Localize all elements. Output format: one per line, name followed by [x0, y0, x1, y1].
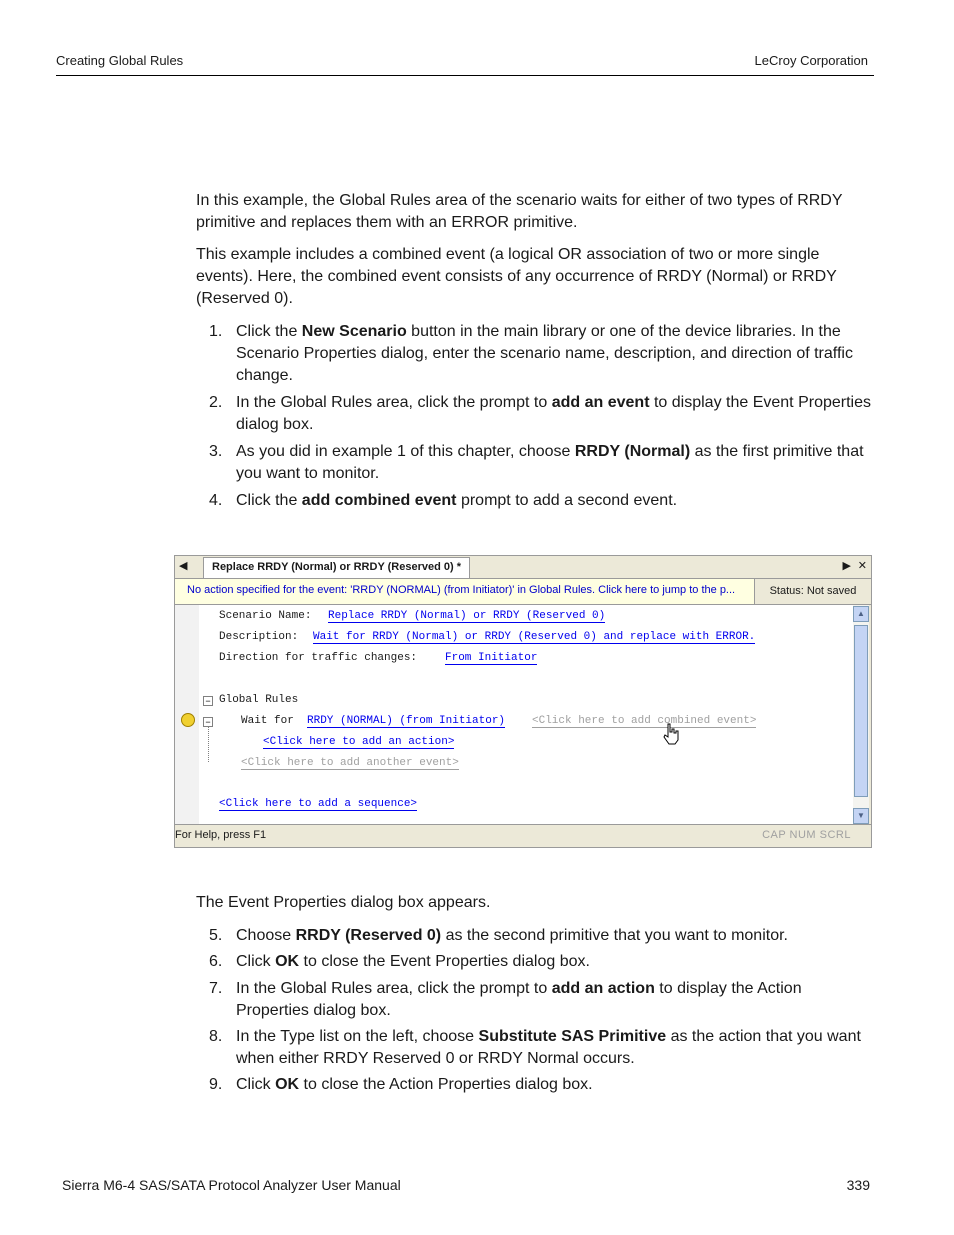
steps-list-a	[196, 321, 876, 512]
vertical-scrollbar[interactable]	[853, 605, 869, 825]
step-bold: RRDY (Normal)	[574, 443, 691, 460]
add-action-prompt[interactable]: <Click here to add an action>	[263, 736, 455, 748]
step-text: In the Global Rules area, click the prompt to	[236, 394, 552, 411]
collapse-global-rules-icon[interactable]: −	[203, 696, 213, 706]
step-number: 1.	[209, 323, 223, 340]
footer-title: Sierra M6-4 SAS/SATA Protocol Analyzer User Manual	[62, 1177, 401, 1193]
after-text: The Event Properties dialog box appears.	[196, 894, 491, 911]
scenario-editor-window	[174, 555, 872, 848]
step-bold: OK	[275, 1076, 300, 1093]
scroll-thumb[interactable]	[854, 625, 868, 797]
add-another-event-prompt[interactable]: <Click here to add another event>	[241, 757, 459, 769]
running-header-title: Creating Global Rules	[56, 53, 184, 68]
step-item	[196, 1074, 876, 1096]
step-text: as the first primitive that you want to monitor.	[236, 443, 864, 482]
intro-paragraph-2: This example includes a combined event (a logical OR association of two or more single events). Here, the combined event consists of any occurrence of RRDY (Normal) or RRDY (Reserved 0).	[196, 246, 837, 307]
step-item	[196, 441, 876, 485]
step-text: In the Type list on the left, choose	[236, 1028, 479, 1045]
help-hint: For Help, press F1	[175, 829, 267, 841]
running-header-company: LeCroy Corporation	[754, 53, 868, 68]
step-text: Click the	[236, 323, 302, 340]
step-item	[196, 490, 876, 512]
intro-paragraph-1: In this example, the Global Rules area of the scenario waits for either of two types of RRDY primitive and replaces them with an ERROR primitive.	[196, 192, 843, 231]
step-text: Click	[236, 953, 276, 970]
steps-list-b	[196, 925, 876, 1096]
hand-cursor-icon	[663, 723, 679, 745]
add-combined-event-prompt[interactable]: <Click here to add combined event>	[532, 715, 757, 727]
tree-connector	[208, 727, 209, 762]
key-indicators: CAP NUM SCRL	[762, 829, 851, 841]
warning-message[interactable]: No action specified for the event: 'RRDY (NORMAL) (from Initiator)' in Global Rules. Click here to jump to the p...	[187, 584, 736, 596]
collapse-event-icon[interactable]: −	[203, 717, 213, 727]
step-item	[196, 978, 876, 1022]
step-text: to close the Event Properties dialog box.	[299, 953, 590, 970]
step-text: to display the Action Properties dialog box.	[236, 980, 802, 1019]
step-item	[196, 392, 876, 436]
tab-scroll-right-icon[interactable]: ▶	[842, 560, 851, 572]
wait-event-link[interactable]: RRDY (NORMAL) (from Initiator)	[307, 715, 506, 727]
step-text: to display the Event Properties dialog box.	[236, 394, 871, 433]
step-text: Choose	[236, 927, 296, 944]
tab-scroll-left-icon[interactable]: ◀	[179, 560, 188, 572]
close-icon[interactable]: ✕	[857, 560, 867, 572]
step-text: In the Global Rules area, click the prompt to	[236, 980, 552, 997]
message-bar[interactable]	[175, 579, 871, 605]
add-sequence-prompt[interactable]: <Click here to add a sequence>	[219, 798, 418, 810]
header-rule	[56, 75, 874, 76]
step-bold: Substitute SAS Primitive	[478, 1028, 667, 1045]
warning-bulb-icon	[181, 713, 195, 727]
step-text: as the action that you want when either RRDY Reserved 0 or RRDY Normal occurs.	[236, 1028, 861, 1067]
step-number: 5.	[209, 927, 223, 944]
step-item	[196, 321, 876, 387]
step-number: 8.	[209, 1028, 223, 1045]
scenario-name-label: Scenario Name:	[219, 610, 312, 622]
step-bold: OK	[275, 953, 300, 970]
step-text: prompt to add a second event.	[456, 492, 678, 509]
status-bar	[175, 824, 871, 847]
scenario-editor[interactable]	[175, 605, 853, 825]
step-item	[196, 925, 876, 947]
scroll-up-icon[interactable]: ▲	[853, 606, 869, 622]
step-bold: New Scenario	[301, 323, 407, 340]
status-indicator: Status: Not saved	[754, 579, 871, 604]
step-item	[196, 951, 876, 973]
step-number: 2.	[209, 394, 223, 411]
tab-bar	[175, 556, 871, 579]
description-label: Description:	[219, 631, 299, 643]
step-text: Click the	[236, 492, 302, 509]
step-text: As you did in example 1 of this chapter, choose	[236, 443, 575, 460]
step-number: 3.	[209, 443, 223, 460]
step-bold: add an action	[551, 980, 655, 997]
scroll-down-icon[interactable]: ▼	[853, 808, 869, 824]
step-text: to close the Action Properties dialog box.	[299, 1076, 593, 1093]
step-bold: add combined event	[301, 492, 457, 509]
global-rules-label: Global Rules	[219, 694, 299, 706]
step-bold: add an event	[551, 394, 650, 411]
direction-link[interactable]: From Initiator	[445, 652, 538, 664]
step-item	[196, 1026, 876, 1070]
wait-for-label: Wait for	[241, 715, 294, 727]
step-number: 9.	[209, 1076, 223, 1093]
tab-scenario[interactable]: Replace RRDY (Normal) or RRDY (Reserved 0) *	[203, 557, 470, 578]
step-number: 7.	[209, 980, 223, 997]
description-link[interactable]: Wait for RRDY (Normal) or RRDY (Reserved 0) and replace with ERROR.	[313, 631, 756, 643]
step-number: 4.	[209, 492, 223, 509]
step-bold: RRDY (Reserved 0)	[295, 927, 442, 944]
page-number: 339	[846, 1177, 870, 1193]
direction-label: Direction for traffic changes:	[219, 652, 418, 664]
scenario-name-link[interactable]: Replace RRDY (Normal) or RRDY (Reserved 0)	[328, 610, 606, 622]
step-text: as the second primitive that you want to monitor.	[441, 927, 788, 944]
step-number: 6.	[209, 953, 223, 970]
step-text: button in the main library or one of the device libraries. In the Scenario Properties dialog, enter the scenario name, description, and direction of traffic change.	[236, 323, 853, 384]
step-text: Click	[236, 1076, 276, 1093]
